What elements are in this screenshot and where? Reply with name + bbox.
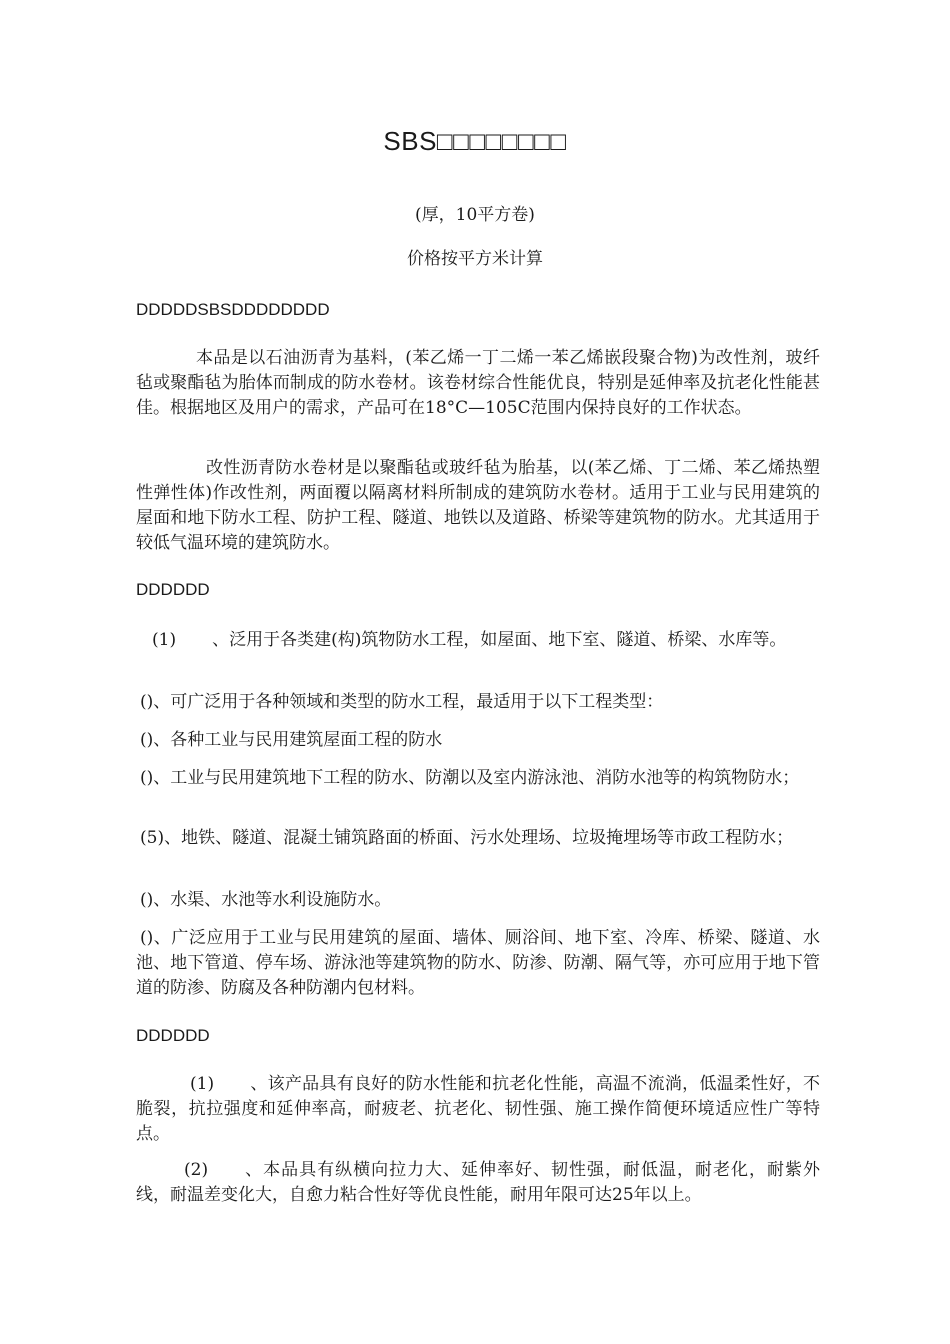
- feature-item-number: (1): [190, 1074, 215, 1094]
- application-item-number: (5): [140, 828, 165, 848]
- application-item-text: 、地铁、隧道、混凝土铺筑路面的桥面、污水处理场、垃圾掩埋场等市政工程防水；: [164, 828, 794, 848]
- application-item-number: (): [140, 730, 154, 750]
- application-item-number: (1): [152, 630, 177, 650]
- application-item-number: (): [140, 692, 154, 712]
- document-subtitle: (厚，10平方卷): [415, 205, 535, 225]
- intro-paragraph-1: 本品是以石油沥青为基料，(苯乙烯一丁二烯一苯乙烯嵌段聚合物)为改性剂，玻纤毡或聚酯毡为胎体而制成的防水卷材。该卷材综合性能优良，特别是延伸率及抗老化性能甚佳。根据地区及用户的需求，产品可在18°C—105C范围内保持良好的工作状态。: [136, 348, 820, 418]
- application-item: [136, 926, 820, 1001]
- section-heading-features: DDDDDD: [136, 1026, 210, 1045]
- price-note: 价格按平方米计算: [407, 249, 543, 269]
- application-item-number: (): [140, 768, 154, 788]
- application-item: [136, 690, 820, 715]
- application-item-text: 、各种工业与民用建筑屋面工程的防水: [153, 730, 443, 750]
- application-item: [136, 888, 820, 913]
- application-item-number: (): [140, 890, 154, 910]
- feature-item-text: 、该产品具有良好的防水性能和抗老化性能，高温不流淌，低温柔性好，不脆裂，抗拉强度和延伸率高，耐疲老、抗老化、韧性强、施工操作简便环境适应性广等特点。: [136, 1074, 820, 1144]
- feature-item: [136, 1072, 820, 1147]
- application-item-number: (): [140, 928, 154, 948]
- feature-item-number: (2): [184, 1160, 209, 1180]
- application-item-text: 、广泛应用于工业与民用建筑的屋面、墙体、厕浴间、地下室、冷库、桥梁、隧道、水池、地下管道、停车场、游泳池等建筑物的防水、防渗、防潮、隔气等，亦可应用于地下管道的防渗、防腐及各种防潮内包材料。: [136, 928, 820, 998]
- application-item: [136, 826, 820, 851]
- application-item: [136, 766, 820, 791]
- document-title: SBS□□□□□□□□: [383, 126, 567, 156]
- application-item: [136, 628, 820, 653]
- application-item: [136, 728, 820, 753]
- feature-item-text: 、本品具有纵横向拉力大、延伸率好、韧性强，耐低温，耐老化，耐紫外线，耐温差变化大，自愈力粘合性好等优良性能，耐用年限可达25年以上。: [136, 1160, 820, 1205]
- application-item-text: 、工业与民用建筑地下工程的防水、防潮以及室内游泳池、消防水池等的构筑物防水；: [153, 768, 800, 788]
- application-item-text: 、泛用于各类建(构)筑物防水工程，如屋面、地下室、隧道、桥梁、水库等。: [212, 630, 787, 650]
- application-item-text: 、水渠、水池等水利设施防水。: [153, 890, 392, 910]
- application-item-text: 、可广泛用于各种领域和类型的防水工程，最适用于以下工程类型：: [153, 692, 664, 712]
- section-heading-intro: DDDDDSBSDDDDDDDD: [136, 300, 330, 319]
- section-heading-applications: DDDDDD: [136, 580, 210, 599]
- feature-item: [136, 1158, 820, 1208]
- intro-paragraph-2: 改性沥青防水卷材是以聚酯毡或玻纤毡为胎基，以(苯乙烯、丁二烯、苯乙烯热塑性弹性体)作改性剂，两面覆以隔离材料所制成的建筑防水卷材。适用于工业与民用建筑的屋面和地下防水工程、防护工程、隧道、地铁以及道路、桥梁等建筑物的防水。尤其适用于较低气温环境的建筑防水。: [136, 458, 820, 553]
